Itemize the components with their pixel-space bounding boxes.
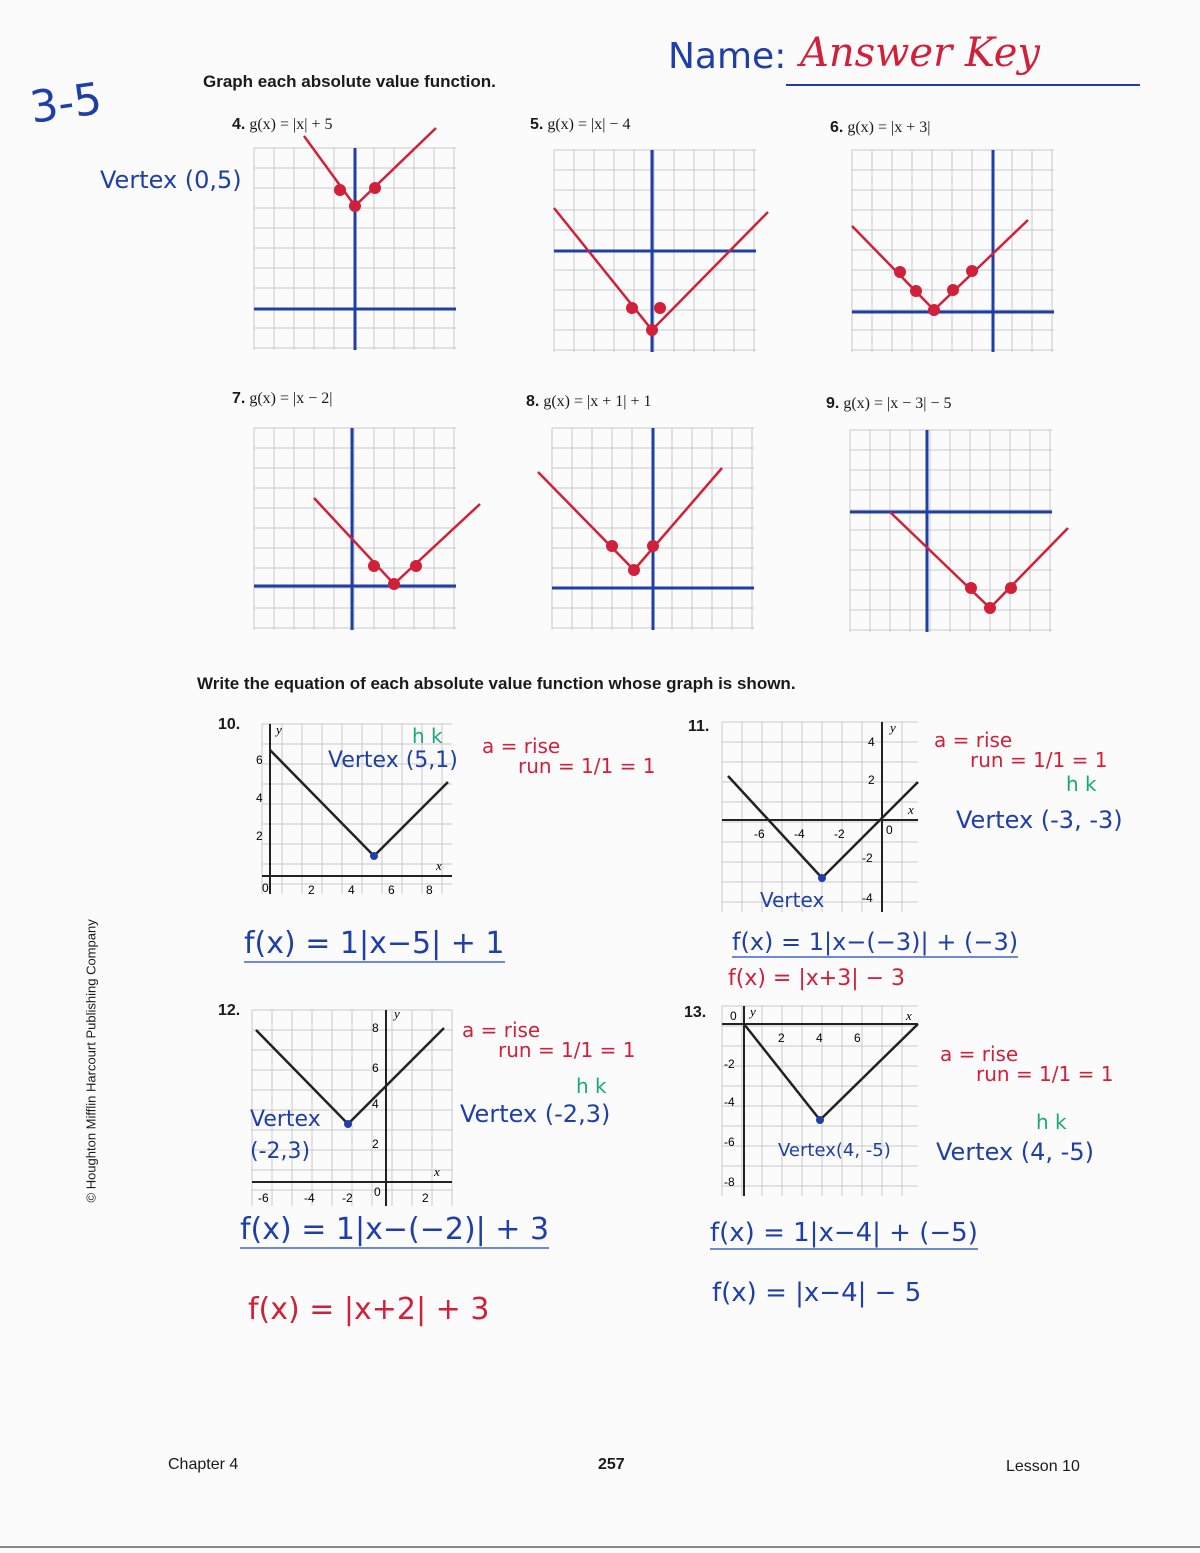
problem-13-vertex-note: Vertex(4, -5)	[778, 1140, 891, 1161]
tick-label: -4	[724, 1095, 735, 1109]
tick-label: 6	[256, 753, 263, 767]
point	[410, 560, 422, 572]
tick-label: -2	[862, 851, 873, 865]
tick-label: 2	[868, 773, 875, 787]
tick-label: -6	[258, 1191, 269, 1205]
tick-label: 8	[372, 1021, 379, 1035]
tick-label: 6	[854, 1031, 861, 1045]
graph-7	[254, 428, 456, 630]
write-instructions: Write the equation of each absolute value function whose graph is shown.	[197, 674, 796, 693]
vertex-point	[370, 852, 378, 860]
problem-11-answer: f(x) = 1|x−(−3)| + (−3)	[732, 928, 1019, 956]
problem-11-hk: h k	[1066, 772, 1097, 796]
problem-12-vertex: Vertex (-2,3)	[460, 1100, 611, 1128]
point	[647, 540, 659, 552]
problem-10-hk: h k	[412, 724, 443, 748]
problem-12-vertex-note: Vertex (-2,3)	[250, 1107, 321, 1164]
section-mark: 3-5	[26, 73, 106, 134]
name-value: Answer Key	[800, 30, 1040, 76]
graph-8	[552, 428, 754, 630]
tick-label: 2	[422, 1191, 429, 1205]
problem-13-hk: h k	[1036, 1110, 1067, 1134]
origin-label: 0	[886, 823, 893, 837]
problem-13-vertex: Vertex (4, -5)	[936, 1138, 1094, 1166]
problem-13-answer-simplified: f(x) = |x−4| − 5	[712, 1278, 922, 1308]
problem-13-answer: f(x) = 1|x−4| + (−5)	[710, 1218, 978, 1248]
point	[965, 582, 977, 594]
vertex-point	[816, 1116, 824, 1124]
problem-12-hk: h k	[576, 1074, 607, 1098]
origin-label: 0	[374, 1185, 381, 1199]
tick-label: 2	[778, 1031, 785, 1045]
x-axis-label: x	[436, 858, 442, 873]
vertex-point	[928, 304, 940, 316]
origin-label: 0	[730, 1009, 737, 1023]
name-label: Name:	[668, 36, 787, 77]
point	[369, 182, 381, 194]
point	[966, 265, 978, 277]
x-axis-label: x	[908, 802, 914, 817]
graph-instructions: Graph each absolute value function.	[203, 72, 496, 91]
tick-label: 4	[816, 1031, 823, 1045]
graph-line	[314, 498, 480, 584]
tick-label: 2	[372, 1137, 379, 1151]
tick-label: 6	[388, 883, 395, 897]
tick-label: 2	[256, 829, 263, 843]
y-axis-label: y	[276, 722, 282, 737]
tick-label: 4	[868, 735, 875, 749]
problem-11-answer-simplified: f(x) = |x+3| − 3	[728, 966, 906, 991]
problem-13-slope: a = rise run = 1/1 = 1	[940, 1042, 1114, 1086]
graph-line	[852, 220, 1028, 310]
vertex-point	[818, 874, 826, 882]
tick-label: 4	[372, 1097, 379, 1111]
point	[626, 302, 638, 314]
problem-11-vertex: Vertex (-3, -3)	[956, 806, 1123, 834]
tick-label: -4	[862, 891, 873, 905]
y-axis-label: y	[394, 1006, 400, 1021]
vertex-point	[628, 564, 640, 576]
origin-label: 0	[262, 881, 269, 895]
tick-label: 4	[348, 883, 355, 897]
graph-13	[722, 1006, 918, 1196]
tick-label: 8	[426, 883, 433, 897]
graph-line	[890, 512, 1068, 608]
point	[894, 266, 906, 278]
problem-10-number: 10.	[218, 716, 241, 733]
vertex-point	[388, 578, 400, 590]
point	[334, 184, 346, 196]
graph-4	[254, 148, 456, 350]
vertex-point	[984, 602, 996, 614]
footer-page: 257	[598, 1456, 625, 1473]
problem-4-note: Vertex (0,5)	[100, 166, 242, 194]
problem-7-label: 7. g(x) = |x − 2|	[232, 390, 333, 407]
tick-label: 2	[308, 883, 315, 897]
point	[654, 302, 666, 314]
problem-11-vertex-note: Vertex	[760, 888, 825, 912]
problem-12-slope: a = rise run = 1/1 = 1	[462, 1018, 636, 1062]
x-axis-label: x	[434, 1164, 440, 1179]
graph-5	[554, 150, 756, 352]
graph-6	[852, 150, 1054, 352]
problem-9-label: 9. g(x) = |x − 3| − 5	[826, 395, 952, 412]
tick-label: -2	[724, 1057, 735, 1071]
y-axis-label: y	[890, 720, 896, 735]
tick-label: -8	[724, 1175, 735, 1189]
problem-13-number: 13.	[684, 1004, 707, 1021]
footer-lesson: Lesson 10	[1006, 1458, 1080, 1475]
bottom-rule	[0, 1546, 1200, 1548]
problem-6-label: 6. g(x) = |x + 3|	[830, 119, 931, 136]
problem-5-label: 5. g(x) = |x| − 4	[530, 116, 631, 133]
footer-chapter: Chapter 4	[168, 1456, 239, 1473]
problem-11-number: 11.	[688, 718, 710, 735]
graph-line	[538, 468, 722, 570]
graph-line	[304, 128, 436, 206]
problem-4-label: 4. g(x) = |x| + 5	[232, 116, 333, 133]
copyright: © Houghton Mifflin Harcourt Publishing Company	[83, 919, 99, 1203]
tick-label: -6	[724, 1135, 735, 1149]
point	[1005, 582, 1017, 594]
vertex-point	[646, 324, 658, 336]
tick-label: -2	[834, 827, 845, 841]
name-underline	[786, 84, 1140, 86]
graph-9	[850, 430, 1052, 632]
point	[606, 540, 618, 552]
x-axis-label: x	[906, 1008, 912, 1023]
point	[947, 284, 959, 296]
graph-11	[722, 722, 918, 912]
tick-label: 4	[256, 791, 263, 805]
tick-label: -2	[342, 1191, 353, 1205]
problem-8-label: 8. g(x) = |x + 1| + 1	[526, 393, 652, 410]
problem-10-vertex: Vertex (5,1)	[328, 748, 458, 773]
tick-label: 6	[372, 1061, 379, 1075]
tick-label: -4	[794, 827, 805, 841]
y-axis-label: y	[750, 1004, 756, 1019]
point	[368, 560, 380, 572]
problem-11-slope: a = rise run = 1/1 = 1	[934, 728, 1108, 772]
problem-12-answer-simplified: f(x) = |x+2| + 3	[248, 1292, 490, 1327]
problem-10-answer: f(x) = 1|x−5| + 1	[244, 926, 505, 961]
vertex-point	[349, 200, 361, 212]
tick-label: -4	[304, 1191, 315, 1205]
point	[910, 285, 922, 297]
problem-10-slope: a = rise run = 1/1 = 1	[482, 734, 656, 778]
tick-label: -6	[754, 827, 765, 841]
problem-12-number: 12.	[218, 1002, 241, 1019]
problem-12-answer: f(x) = 1|x−(−2)| + 3	[240, 1212, 550, 1247]
